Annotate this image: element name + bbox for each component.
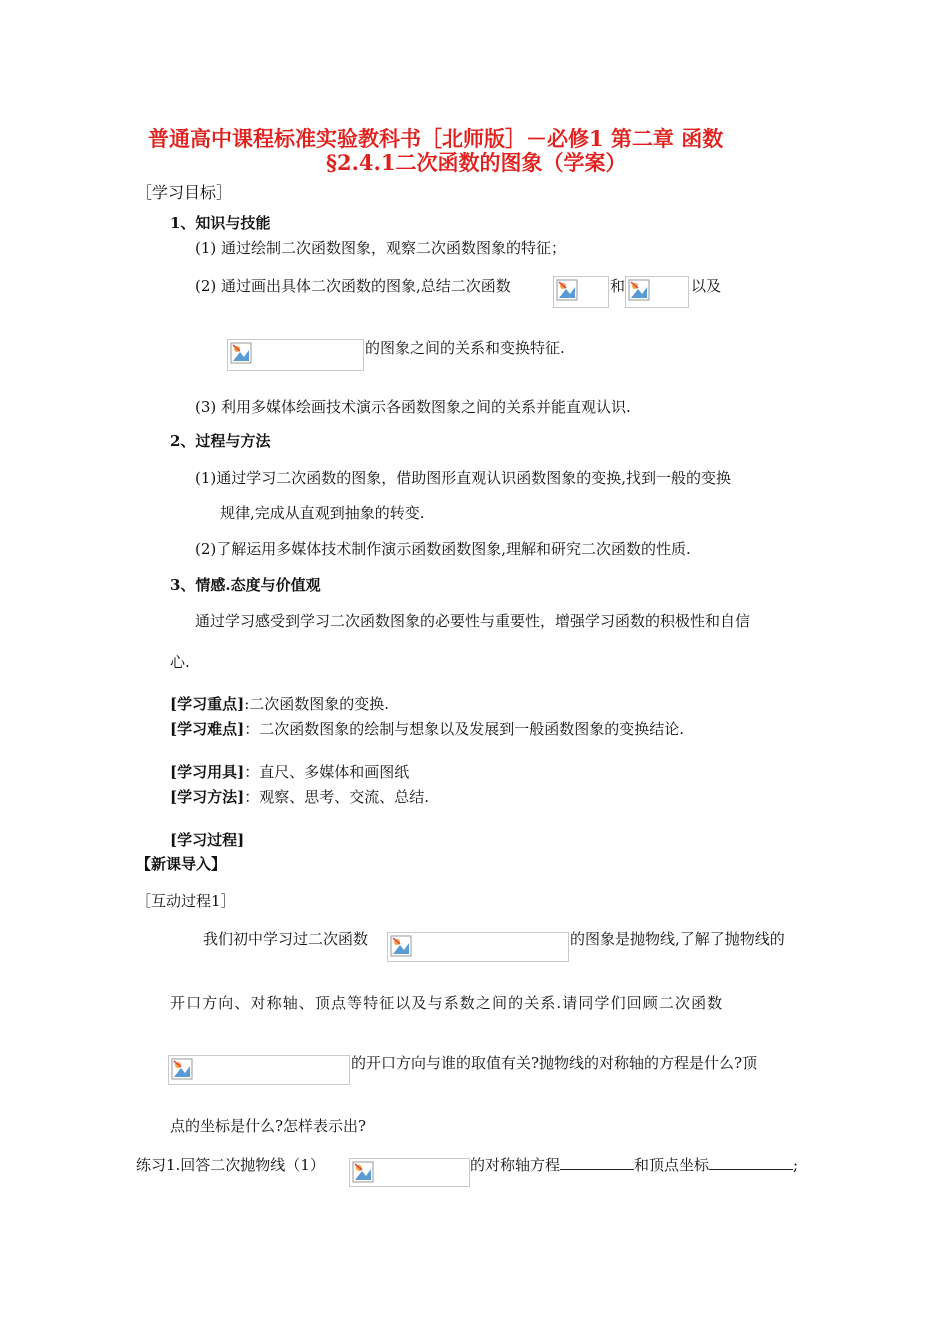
process-heading: [学习过程] [170,831,245,849]
exercise-1-c: 和顶点坐标 [634,1156,710,1174]
broken-image-icon [227,339,364,371]
tools [170,761,409,782]
objective-3-para-2: 心. [170,653,190,671]
exercise-1-a: 练习1.回答二次抛物线（1） [136,1156,325,1174]
exercise-1-d: ; [793,1156,799,1174]
interactive-para-3: 的开口方向与谁的取值有关?抛物线的对称轴的方程是什么?顶 [351,1054,758,1072]
objective-3-para-1: 通过学习感受到学习二次函数图象的必要性与重要性，增强学习函数的积极性和自信 [195,612,751,630]
broken-image-icon [168,1055,350,1085]
key-point-text: :二次函数图象的变换. [244,695,390,713]
tools-text: ：直尺、多媒体和画图纸 [244,763,410,781]
method-label: [学习方法] [170,788,245,806]
objective-2-item-2: (2)了解运用多媒体技术制作演示函数函数图象,理解和研究二次函数的性质. [195,540,691,558]
exercise-1-b: 的对称轴方程 [470,1156,561,1174]
interactive-para-4: 点的坐标是什么?怎样表示出? [170,1117,367,1135]
objective-2-item-1a: (1)通过学习二次函数的图象，借助图形直观认识函数图象的变换,找到一般的变换 [195,469,732,487]
broken-image-icon [553,276,609,308]
objective-1-item-2d: 的图象之间的关系和变换特征. [365,339,565,357]
broken-image-icon [387,932,569,962]
tools-label: [学习用具] [170,763,245,781]
objective-1-item-1: (1) 通过绘制二次函数图象，观察二次函数图象的特征； [195,239,567,257]
section-2-heading: 2、过程与方法 [170,432,271,450]
difficulty-point [170,718,684,739]
page-title-line1: 普通高中课程标准实验教科书［北师版］－必修1 第二章 函数 [148,126,724,151]
page-title-line2: §2.4.1二次函数的图象（学案） [326,150,627,175]
interactive-para-1a: 我们初中学习过二次函数 [203,930,369,948]
exercise-1-line [470,1154,798,1175]
new-lesson-heading: 【新课导入】 [136,855,227,873]
method-text: ：观察、思考、交流、总结. [244,788,429,806]
key-point [170,693,389,714]
difficulty-label: [学习难点] [170,720,245,738]
interactive-para-2: 开口方向、对称轴、顶点等特征以及与系数之间的关系.请同学们回顾二次函数 [170,994,724,1012]
objective-2-item-1b: 规律,完成从直观到抽象的转变. [220,504,425,522]
vertex-answer-blank[interactable] [709,1155,793,1170]
objective-1-item-2c: 以及 [691,277,722,295]
method [170,786,429,807]
objective-1-item-2a: (2) 通过画出具体二次函数的图象,总结二次函数 [195,277,511,295]
key-point-label: [学习重点] [170,695,245,713]
objectives-heading: ［学习目标］ [136,183,233,202]
broken-image-icon [349,1158,470,1187]
broken-image-icon [625,276,689,308]
objective-1-item-2b: 和 [610,277,626,295]
interactive-heading: ［互动过程1］ [136,892,236,910]
interactive-para-1b: 的图象是抛物线,了解了抛物线的 [570,930,785,948]
difficulty-text: ：二次函数图象的绘制与想象以及发展到一般函数图象的变换结论. [244,720,684,738]
section-3-heading: 3、情感.态度与价值观 [170,576,321,594]
axis-answer-blank[interactable] [560,1155,634,1170]
objective-1-item-3: (3) 利用多媒体绘画技术演示各函数图象之间的关系并能直观认识. [195,398,631,416]
section-1-heading: 1、知识与技能 [170,214,271,232]
